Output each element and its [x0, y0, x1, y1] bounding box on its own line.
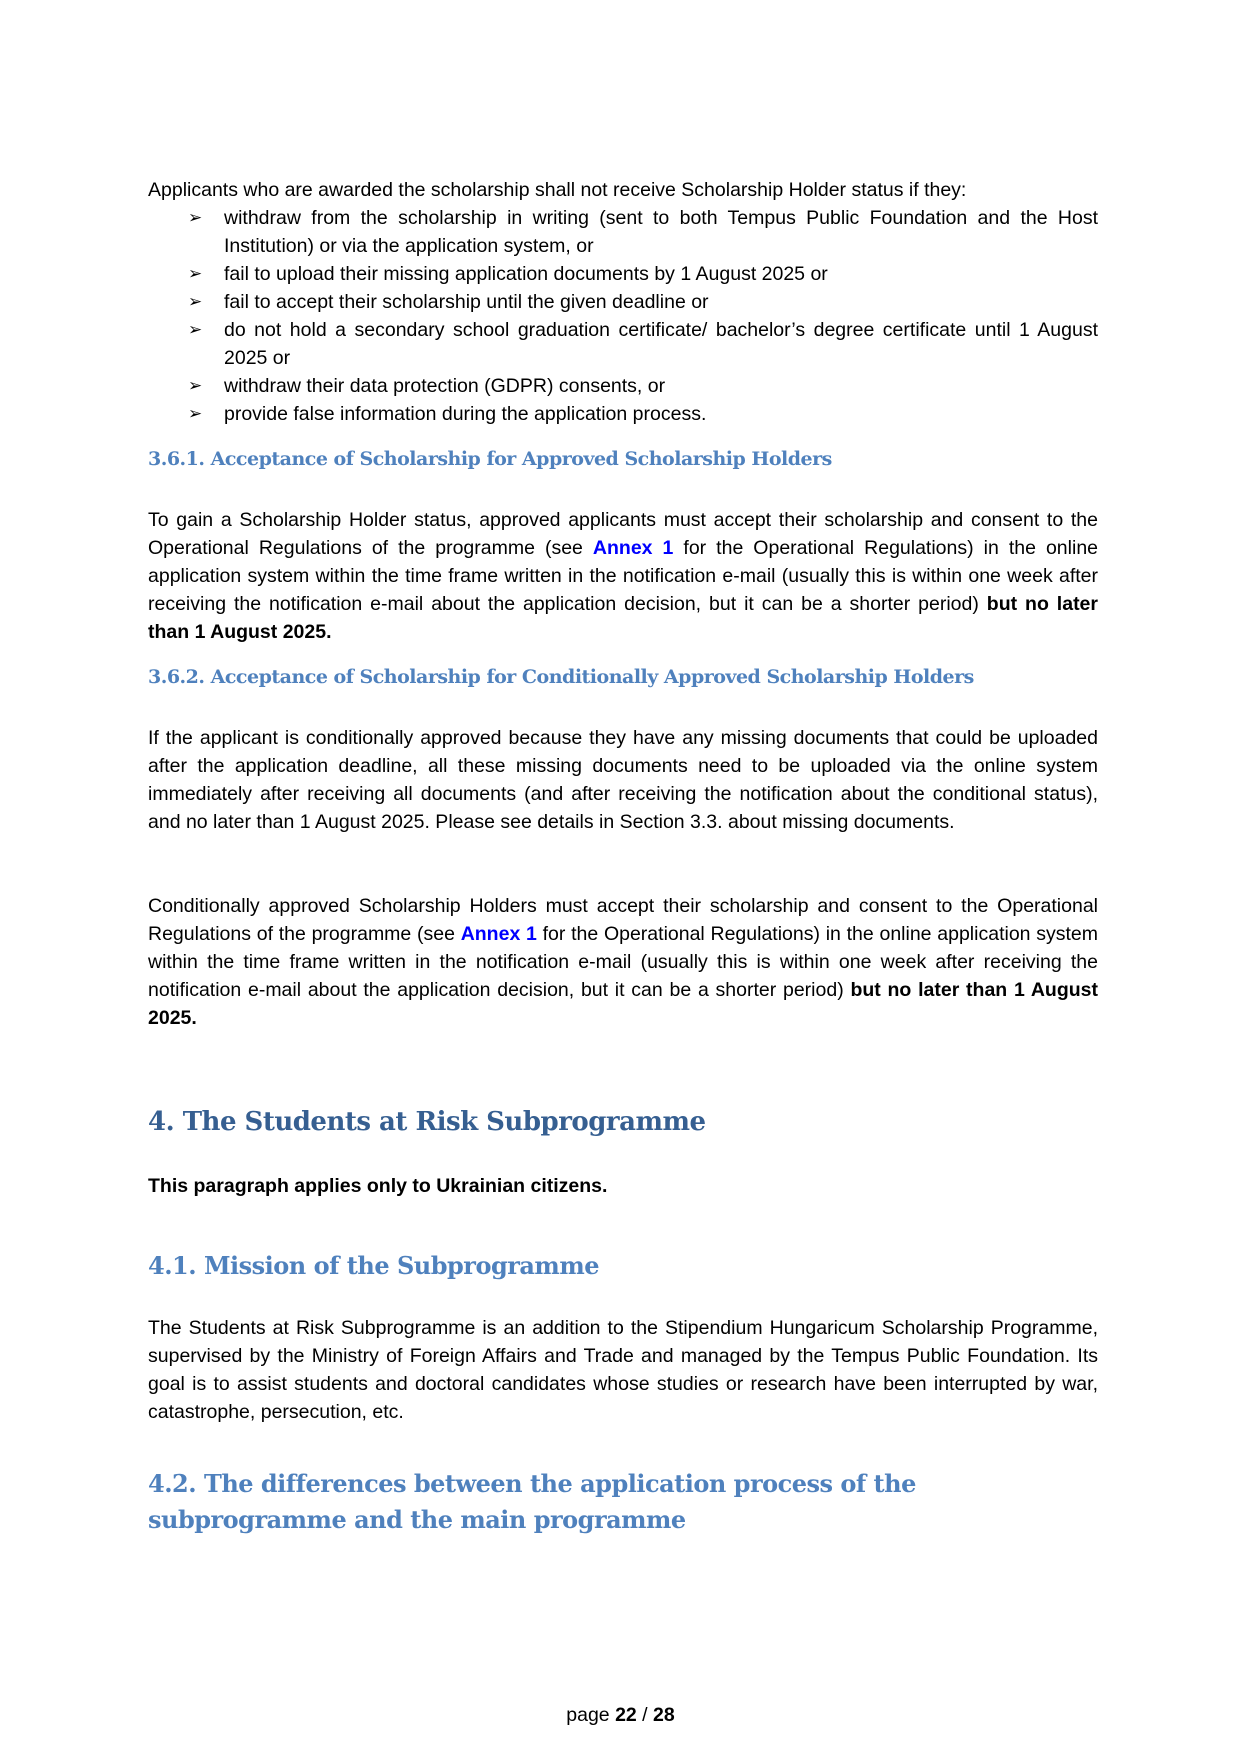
section-3-6-1-paragraph: To gain a Scholarship Holder status, approved applicants must accept their scholarship and consent to the Operational Regulations of the programme (see Annex 1 for the Operational Regulations) in the online application system within the time frame written in the notification e-mail (usually this is within one week after receiving the notification e-mail about the application decision, but it can be a shorter period) but no later than 1 August 2025.: [148, 509, 1099, 643]
section-4-1-heading: 4.1. Mission of the Subprogramme: [148, 1251, 599, 1280]
list-item: ➢ do not hold a secondary school graduation certificate/ bachelor’s degree certificate until 1 August 2025 or: [188, 316, 1098, 372]
arrowhead-bullet-icon: ➢: [188, 376, 203, 395]
list-item: ➢ provide false information during the application process.: [188, 400, 1098, 428]
section-4-note: This paragraph applies only to Ukrainian citizens.: [148, 1175, 608, 1197]
section-3-6-1-heading: 3.6.1. Acceptance of Scholarship for Approved Scholarship Holders: [148, 448, 832, 470]
section-4-1-paragraph: The Students at Risk Subprogramme is an addition to the Stipendium Hungaricum Scholarship Programme, supervised by the Ministry of Foreign Affairs and Trade and managed by the Tempus Public Foundation. Its goal is to assist students and doctoral candidates whose studies or research have been interrupted by war, catastrophe, persecution, etc.: [148, 1317, 1098, 1423]
intro-paragraph: Applicants who are awarded the scholarship shall not receive Scholarship Holder status if they:: [148, 179, 967, 201]
arrowhead-bullet-icon: ➢: [188, 264, 203, 283]
arrowhead-bullet-icon: ➢: [188, 320, 203, 339]
list-item: ➢ fail to upload their missing application documents by 1 August 2025 or: [188, 260, 1098, 288]
arrowhead-bullet-icon: ➢: [188, 404, 203, 423]
list-item: ➢ fail to accept their scholarship until the given deadline or: [188, 288, 1098, 316]
list-item: ➢ withdraw from the scholarship in writing (sent to both Tempus Public Foundation and the Host Institution) or via the application system, or: [188, 204, 1098, 260]
current-page-number: 22: [615, 1704, 637, 1726]
list-item: ➢ withdraw their data protection (GDPR) consents, or: [188, 372, 1098, 400]
section-4-heading: 4. The Students at Risk Subprogramme: [148, 1107, 706, 1137]
total-page-count: 28: [653, 1704, 675, 1726]
arrowhead-bullet-icon: ➢: [188, 208, 203, 227]
annex-1-link[interactable]: Annex 1: [592, 537, 674, 559]
section-4-2-heading: 4.2. The differences between the application process of the subprogramme and the main programme: [148, 1469, 916, 1534]
page-footer: page 22 / 28: [566, 1704, 675, 1726]
annex-1-link[interactable]: Annex 1: [460, 923, 537, 945]
section-3-6-2-paragraph-1: If the applicant is conditionally approved because they have any missing documents that could be uploaded after the application deadline, all these missing documents need to be uploaded via the online system immediately after receiving all documents (and after receiving the notification about the conditional status), and no later than 1 August 2025. Please see details in Section 3.3. about missing documents.: [148, 727, 1098, 833]
arrowhead-bullet-icon: ➢: [188, 292, 203, 311]
ineligibility-list: [188, 204, 1098, 428]
section-3-6-2-heading: 3.6.2. Acceptance of Scholarship for Conditionally Approved Scholarship Holders: [148, 666, 974, 688]
section-3-6-2-paragraph-2: Conditionally approved Scholarship Holders must accept their scholarship and consent to the Operational Regulations of the programme (see Annex 1 for the Operational Regulations) in the online application system within the time frame written in the notification e-mail (usually this is within one week after receiving the notification e-mail about the application decision, but it can be a shorter period) but no later than 1 August 2025.: [148, 895, 1098, 1029]
